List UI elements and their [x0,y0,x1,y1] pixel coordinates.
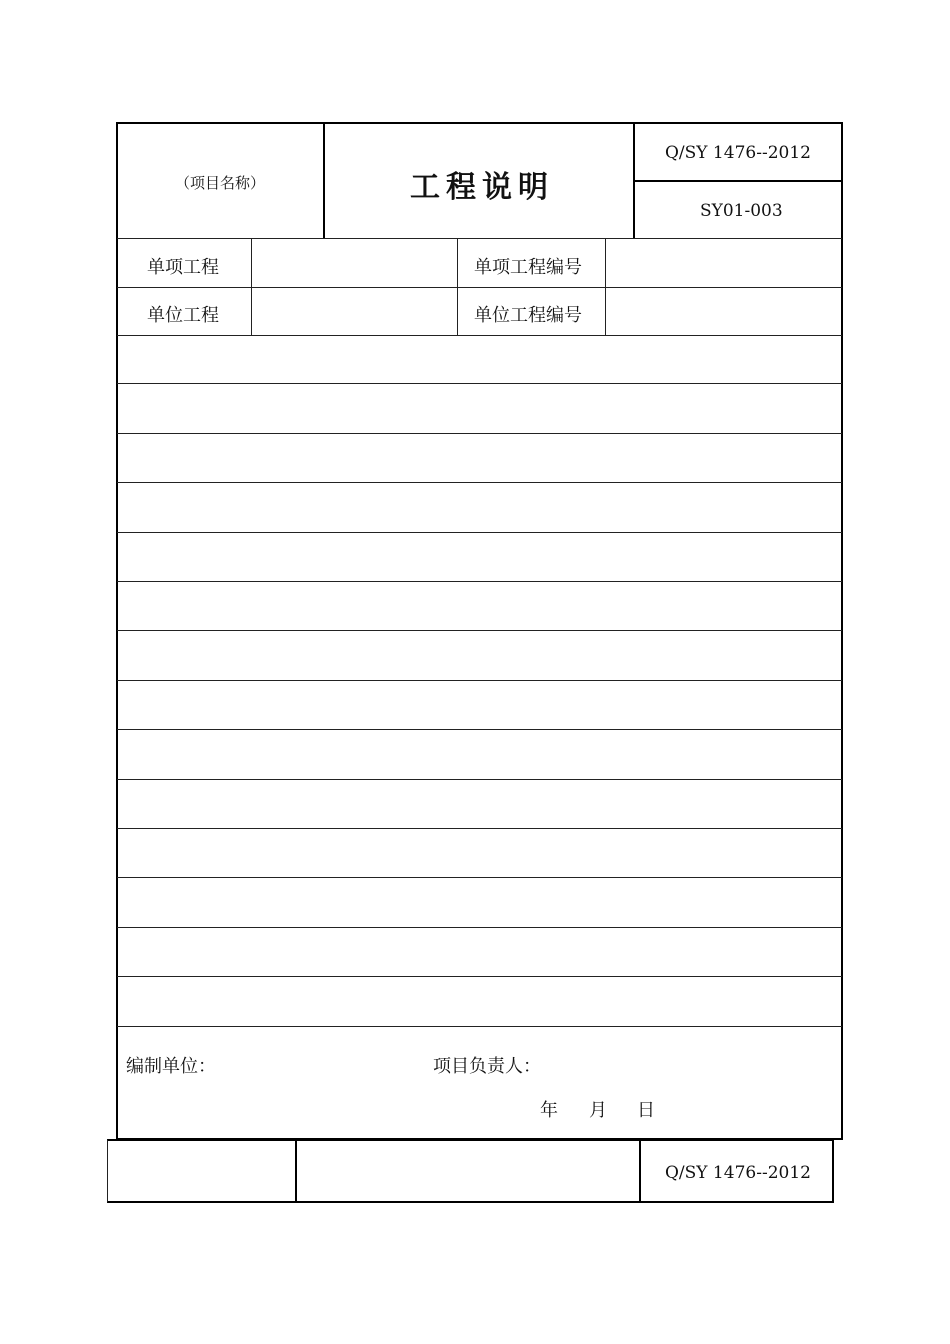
footer-divider-left [295,1140,297,1202]
unit-project-label: 单位工程 [147,305,219,326]
info-col-divider-3 [605,238,606,335]
content-line[interactable] [117,780,842,829]
form-title: 工程说明 [410,170,554,205]
responsible-person-label: 项目负责人： [433,1056,541,1077]
content-line[interactable] [117,434,842,483]
content-line[interactable] [117,681,842,730]
project-name-label: （项目名称） [175,174,266,192]
content-line[interactable] [117,730,842,779]
month-label: 月 [589,1100,607,1121]
standard-code: Q/SY 1476--2012 [665,143,811,163]
content-line[interactable] [117,582,842,631]
content-line[interactable] [117,631,842,680]
footer-divider-right [639,1140,641,1202]
year-label: 年 [540,1100,558,1121]
single-project-code-label: 单项工程编号 [474,257,582,278]
header-bottom-line [117,238,842,239]
info-col-divider-1 [251,238,252,335]
content-line[interactable] [117,829,842,878]
content-line[interactable] [117,533,842,582]
footer-standard-code: Q/SY 1476--2012 [665,1163,811,1183]
content-line[interactable] [117,878,842,927]
content-line[interactable] [117,335,842,384]
content-line[interactable] [117,384,842,433]
info-col-divider-2 [457,238,458,335]
prepared-by-label: 编制单位： [126,1056,216,1077]
info-row-divider [117,287,842,288]
single-project-label: 单项工程 [147,257,219,278]
day-label: 日 [637,1100,655,1121]
content-line[interactable] [117,483,842,532]
content-line[interactable] [117,928,842,977]
header-divider-left [323,123,325,239]
header-code-divider [634,180,842,182]
unit-project-code-label: 单位工程编号 [474,305,582,326]
form-code: SY01-003 [700,201,783,221]
content-line[interactable] [117,977,842,1026]
